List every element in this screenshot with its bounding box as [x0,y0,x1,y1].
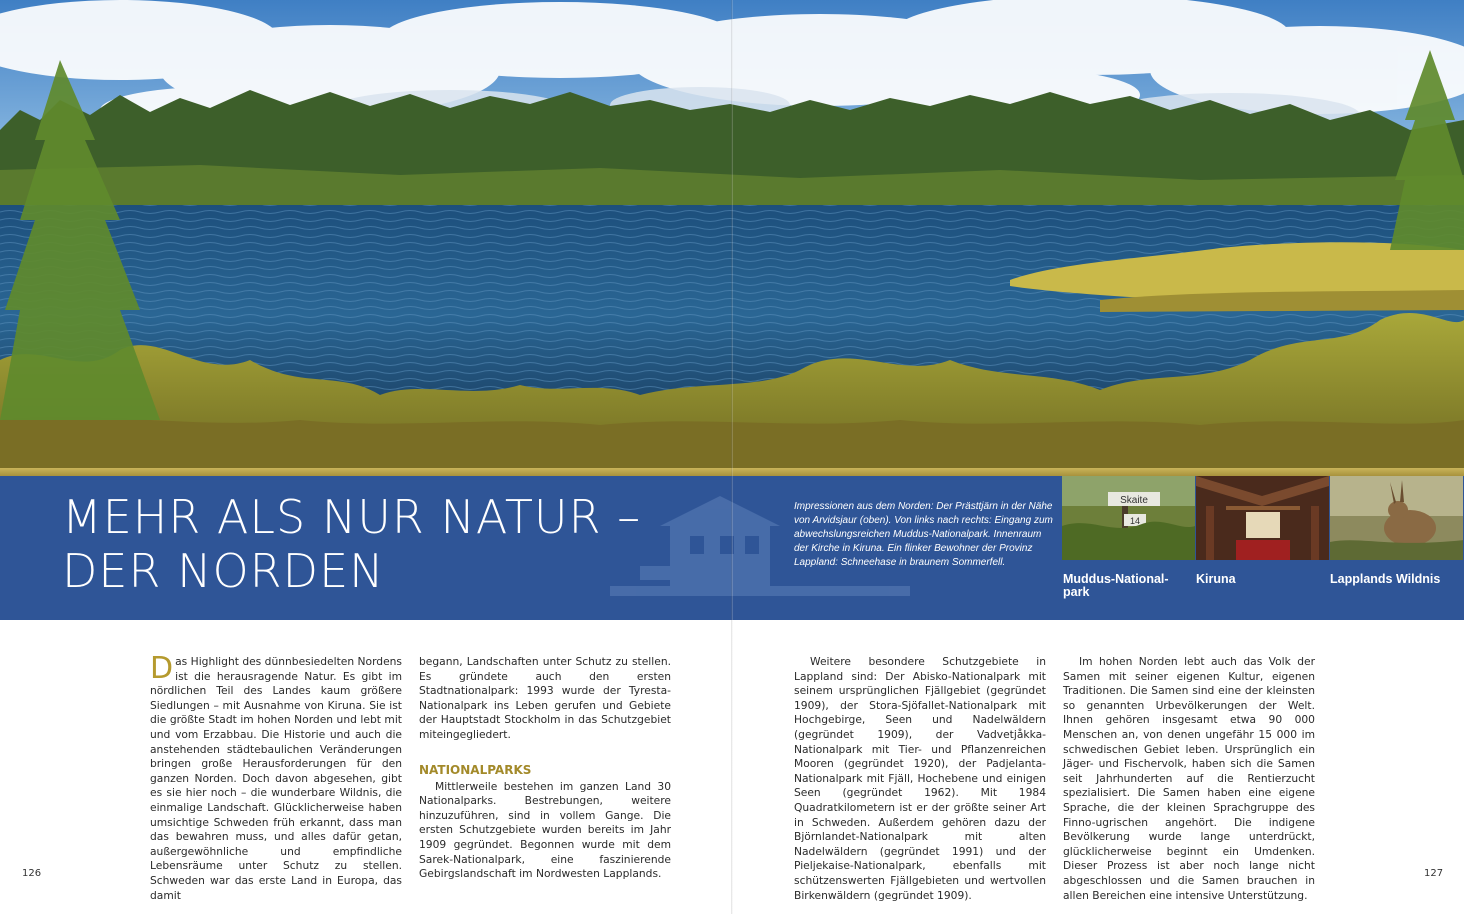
page-number-left: 126 [22,868,42,879]
text-column-4 [1063,655,1315,903]
title-line-1: MEHR ALS NUR NATUR – [62,490,642,544]
photo-caption: Impressionen aus dem Norden: Der Prästtjärn in der Nähe von Arvidsjaur (oben). Von links nach rechts: Eingang zum abwechslungsreichen Muddus-Nationalpark. Innenraum der Kirche in Kiruna. Ein flinker Bewohner der Provinz Lappland: Schneehase in braunem Sommerfell. [794,501,1053,568]
drop-cap: D [150,651,174,686]
title-line-2: DER NORDEN [62,544,385,598]
page-title [62,490,641,598]
sign-text: Skaite [1120,495,1148,506]
text-column-1 [150,651,402,903]
page-number-right: 127 [1424,868,1444,879]
text-column-3 [794,655,1046,903]
thumbnail-label-muddus: Muddus-National-park [1063,572,1169,599]
col4-text: Im hohen Norden lebt auch das Volk der Samen mit seiner eigenen Kultur, eigenen Traditionen. Die Samen sind eine der kleinsten so genannten Urbevölkerungen der Welt. Ihnen gehören insgesamt etwa 90 000 Menschen an, von denen ungefähr 15 000 im schwedischen Gebiet leben. Ursprünglich ein Jäger- und Fischervolk, haben sich die Samen seit Jahrhunderten auf die Rentierzucht spezialisiert. Die Samen haben eine eigene Sprache, die der kleinen Sprachgruppe des Finno-ugrischen angehört. Die indigene Bevölkerung wurde lange unterdrückt, glücklicherweise beginnt ein Umdenken. Dieser Prozess ist aber noch lange nicht abgeschlossen und die Samen brauchen in allen Bereichen eine intensive Unterstützung. [1063,655,1315,902]
col3-text: Weitere besondere Schutzgebiete in Lappland sind: Der Abisko-Nationalpark mit seinem ursprünglichen Fjällgebiet (gegründet 1909), der Stora-Sjöfallet-Nationalpark mit Hochgebirge, Seen und Nadelwäldern (gegründet 1909), der Vadvetjåkka-Nationalpark mit Tier- und Pflanzenreichen Mooren (gegründet 1920), der Padjelanta-Nationalpark mit Fjäll, Hochebene und einigen Seen (gegründet 1962). Mit 1984 Quadratkilometern ist er der größte seiner Art in Schweden. Außerdem gehören dazu der Björnlandet-Nationalpark mit alten Nadelwäldern (gegründet 1991) und der Pieljekaise-Nationalpark, ebenfalls mit schützenswerten Fjällgebieten und wertvollen Birkenwäldern (gegründet 1909). [794,655,1046,902]
thumbnail-lappland-wildnis [1330,476,1463,560]
thumbnail-kiruna [1196,476,1329,560]
col2-text-2: Mittlerweile bestehen im ganzen Land 30 Nationalparks. Bestrebungen, weitere hinzuzuführen, sind in vollem Gange. Die ersten Schutzgebiete wurden bereits im Jahr 1909 gegründet. Begonnen wurde mit dem Sarek-Nationalpark, eine faszinierende Gebirgslandschaft im Nordwesten Lapplands. [419,779,671,881]
text-column-2 [419,655,671,882]
sign-number: 14 [1129,516,1141,526]
col1-text: as Highlight des dünnbesiedelten Nordens ist die herausragende Natur. Es gibt im nördlichen Teil des Landes kaum größere Siedlungen – mit Ausnahme von Kiruna. Sie ist die größte Stadt im hohen Norden und lebt mit und vom Erzabbau. Die Historie und auch die anstehenden städtebaulichen Veränderungen bringen große Herausforderungen für den ganzen Norden. Doch davon abgesehen, gibt es sie hier noch – die wunderbare Wildnis, die einmalige Landschaft. Glücklicherweise haben umsichtige Schweden früh erkannt, dass man das bewahren muss, und alles dafür getan, außergewöhnliche und empfindliche Lebensräume unter Schutz zu stellen. Schweden war das erste Land in Europa, das damit [150,655,402,902]
thumbnail-muddus [1062,476,1195,560]
section-heading-nationalparks: NATIONALPARKS [419,762,532,777]
thumbnail-label-lappland: Lapplands Wildnis [1330,572,1441,586]
page-gutter [731,0,733,914]
thumbnail-label-kiruna: Kiruna [1196,572,1236,586]
col2-text-1: begann, Landschaften unter Schutz zu stellen. Es gründete auch den ersten Stadtnationalpark: 1993 wurde der Tyresta-Nationalpark ins Leben gerufen und Gebiete der Hauptstadt Stockholm in das Schutzgebiet miteingegliedert. [419,655,671,741]
